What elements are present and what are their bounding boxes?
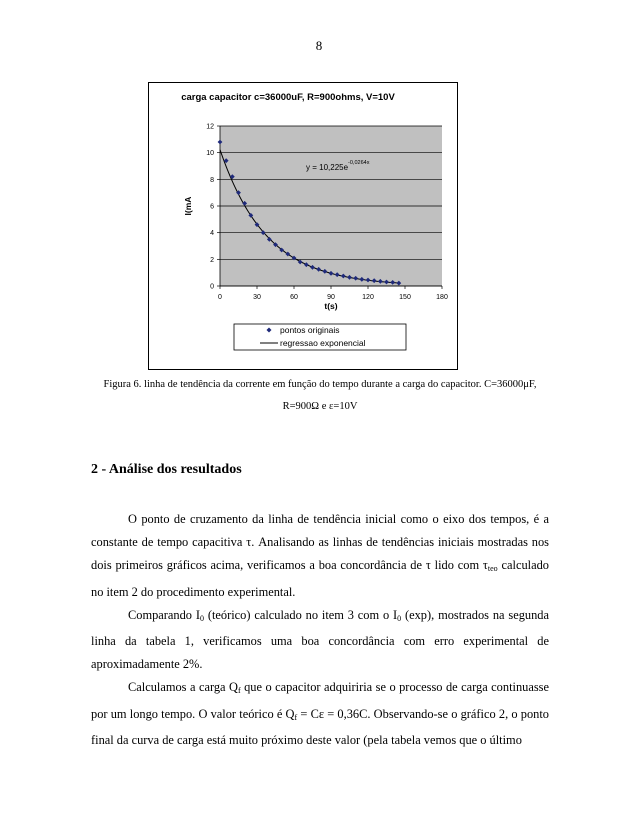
paragraph-2-text-a: Comparando I: [128, 607, 200, 622]
paragraph-2-text-b: (teórico) calculado no item 3 com o I: [203, 607, 398, 622]
x-axis-label: t(s): [324, 301, 338, 311]
chart-svg: [148, 82, 458, 370]
section-heading: 2 - Análise dos resultados: [91, 462, 242, 477]
body-text: [91, 508, 549, 752]
x-tick-label-3: 90: [327, 294, 335, 301]
paragraph-1: [91, 508, 549, 604]
paragraph-3-text-b: que o capacitor adquiriria se o processo de carga continuasse por um longo tempo. O valor teórico é Q: [91, 680, 549, 721]
tau-teo-subscript: teo: [487, 564, 498, 574]
figure-caption-line-2: R=900Ω e ε=10V: [282, 401, 358, 412]
y-tick-label-3: 6: [210, 203, 214, 211]
y-tick-label-1: 2: [210, 256, 214, 264]
figure-caption-line-1: Figura 6. linha de tendência da corrente em função do tempo durante a carga do capacitor. C=36000μF,: [103, 379, 537, 390]
x-tick-label-0: 0: [218, 294, 222, 301]
y-axis-label: I(mA: [183, 196, 193, 216]
y-tick-label-6: 12: [206, 123, 214, 131]
legend: [234, 324, 406, 350]
x-tick-label-4: 120: [362, 294, 374, 301]
page-number: 8: [315, 38, 323, 53]
capacitor-charge-chart: [148, 82, 458, 370]
paragraph-3: [91, 676, 549, 752]
x-tick-label-5: 150: [399, 294, 411, 301]
qf-subscript-1: f: [237, 686, 241, 696]
paragraph-3-text-a: Calculamos a carga Q: [128, 680, 238, 695]
i0-subscript-2: 0: [397, 613, 402, 623]
paragraph-3-text-c: = Cε = 0,36C. Observando-se o gráfico 2, o ponto final da curva de carga está muito próximo deste valor (pela tabela vemos que o último: [91, 706, 549, 747]
legend-label-points: pontos originais: [280, 325, 340, 335]
paragraph-2-text-c: (exp), mostrados na segunda linha da tabela 1, verificamos uma boa concordância com erro experimental de aproximadamente 2%.: [91, 607, 549, 672]
equation-base: y = 10,225e: [306, 163, 349, 172]
y-tick-label-5: 10: [206, 150, 214, 158]
qf-subscript-2: f: [294, 712, 298, 722]
y-tick-label-4: 8: [210, 176, 214, 184]
legend-label-regression: regressao exponencial: [280, 338, 366, 348]
paragraph-2: [91, 604, 549, 677]
y-tick-label-0: 0: [210, 283, 214, 291]
x-tick-label-6: 180: [436, 294, 448, 301]
x-tick-label-2: 60: [290, 294, 298, 301]
x-tick-label-1: 30: [253, 294, 261, 301]
i0-subscript-1: 0: [199, 613, 204, 623]
y-tick-label-2: 4: [210, 230, 214, 238]
equation-exponent: -0,0264x: [348, 160, 370, 166]
chart-title: carga capacitor c=36000uF, R=900ohms, V=10V: [181, 92, 395, 103]
paragraph-1-text-a: O ponto de cruzamento da linha de tendência inicial como o eixo dos tempos, é a constante de tempo capacitiva τ. Analisando as linhas de tendências iniciais mostradas nos dois primeiros gráficos acima, verificamos a boa concordância de τ lido com τ: [91, 512, 549, 573]
paragraph-1-text-b: calculado no item 2 do procedimento experimental.: [91, 558, 549, 599]
